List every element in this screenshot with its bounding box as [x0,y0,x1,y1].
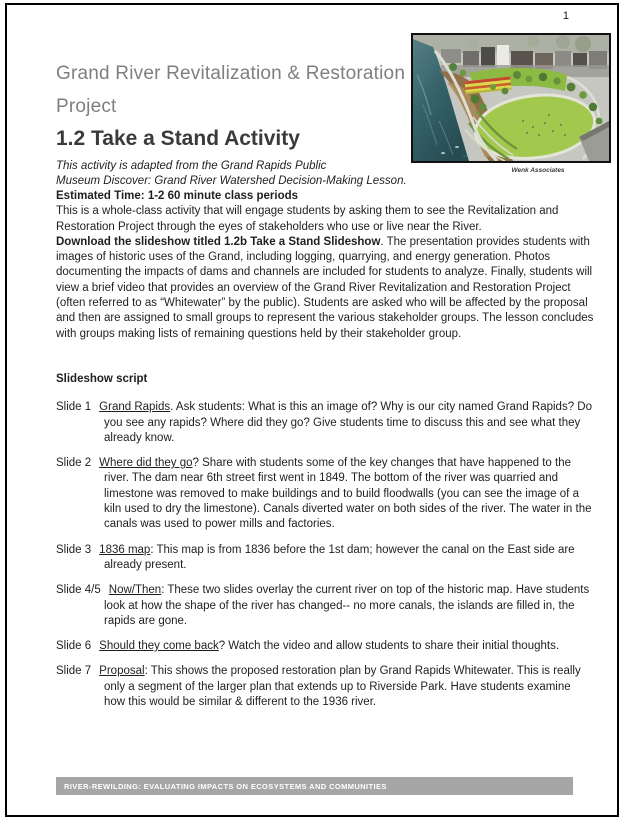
slide-item-text [99,544,574,571]
slide-item-label: Slide 6 [56,640,92,653]
hero-image-caption: Wenk Associates [511,167,565,174]
footer-text: RIVER-REWILDING: EVALUATING IMPACTS ON ECOSYSTEMS AND COMMUNITIES [64,781,387,791]
slide-item-rest: . Ask students: What is this an image of? Why is our city named Grand Rapids? Do you see any rapids? Where did they go? Give students time to discuss this and see what they already know. [104,401,592,444]
page-number: 1 [562,10,569,22]
slide-item-text [104,584,589,627]
page-title [56,57,436,123]
slide-item [56,456,594,532]
slide-item-text [99,640,559,652]
slide-item-title: Grand Rapids [99,401,171,414]
adapted-from-note [56,159,446,189]
slide-item [56,639,594,654]
slide-item [56,543,594,574]
slide-item-title: Where did they go [99,457,193,470]
slide-item-rest: : These two slides overlay the current river on top of the historic map. Have students look at how the shape of the river has changed-- no more canals, the islands are filled in, the rapids are gone. [104,584,590,627]
slide-item-label: Slide 2 [56,457,92,470]
slide-item [56,664,594,710]
document-page [5,3,619,817]
document-body [7,5,617,710]
slide-item-title: Now/Then [108,584,162,597]
adapted-from-note-line1: This activity is adapted from the Grand Rapids Public [56,160,327,172]
slide-item-rest: : This map is from 1836 before the 1st dam; however the canal on the East side are already present. [104,543,575,571]
slide-item-title: 1836 map [99,543,151,556]
slide-item-text [99,401,592,444]
page-title-line1: Grand River Revitalization & Restoration [56,63,406,84]
slide-item-text [99,457,591,530]
download-paragraph [56,235,594,342]
slide-item-label: Slide 4/5 [56,584,101,597]
slide-item-label: Slide 1 [56,401,92,414]
page-title-line2: Project [56,96,117,117]
slide-item [56,400,594,446]
slide-item-label: Slide 3 [56,543,92,556]
slide-item-rest: ? Share with students some of the key changes that have happened to the river. The dam near 6th street first went in 1849. The bottom of the river was quarried and limestone was removed to make buildings and to build floodwalls (you can see the image of a kiln used to dry the limestone). Canals diverted water on both sides of the river. The water in the canals was used to power mills and factories. [104,457,592,531]
intro-paragraph: This is a whole-class activity that will engage students by asking them to see the Revitalization and Restoration Project through the eyes of stakeholders who use or live near the River. [56,205,559,233]
slideshow-script-heading: Slideshow script [56,372,148,385]
slide-item [56,583,594,629]
adapted-from-note-line2: Museum Discover: Grand River Watershed Decision-Making Lesson. [56,175,407,187]
estimated-time: Estimated Time: 1-2 60 minute class periods [56,190,299,202]
slide-item-rest: : This shows the proposed restoration plan by Grand Rapids Whitewater. This is really only a segment of the larger plan that extends up to Riverside Park. Have students examine how this would be similar & different to the 1936 river. [104,665,581,709]
slide-list [56,400,594,710]
footer-bar [56,777,573,795]
slide-item-title: Should they come back [99,640,219,653]
download-paragraph-rest: . The presentation provides students with images of historic uses of the Grand, including logging, quarrying, and energy generation. Photos documenting the impacts of dams and channels are included for students to analyze. Finally, students will view a brief video that provides an overview of the Grand River Revitalization and Restoration Project (often referred to as “Whitewater” by the public). Students are asked who will be affected by the proposal and then are assigned to small groups to represent the various stakeholder groups. The lesson concludes with groups making lists of remaining questions held by their stakeholder group. [56,235,594,340]
slide-item-title: Proposal [99,665,145,678]
slide-item-text [99,665,581,708]
activity-heading: 1.2 Take a Stand Activity [56,127,300,150]
slide-item-label: Slide 7 [56,665,92,678]
download-paragraph-bold: Download the slideshow titled 1.2b Take a Stand Slideshow [56,235,381,248]
slide-item-rest: ? Watch the video and allow students to share their initial thoughts. [218,640,560,653]
